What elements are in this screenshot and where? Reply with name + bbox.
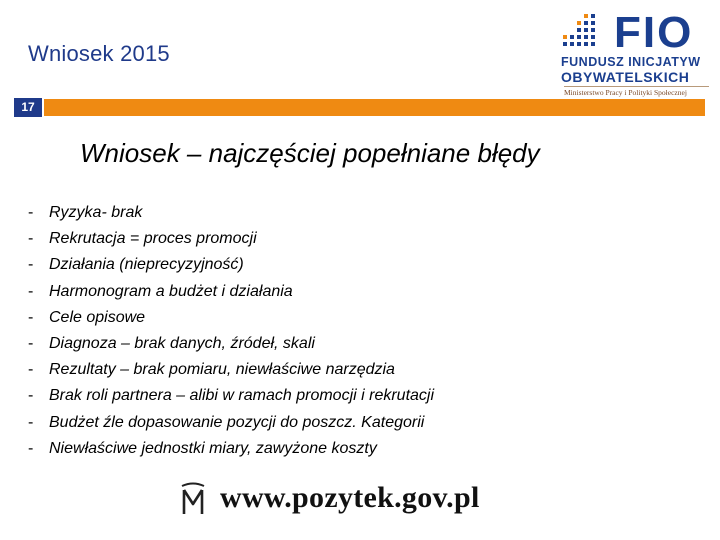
bullet-marker: - bbox=[28, 387, 34, 405]
fio-line-1: FUNDUSZ INICJATYW bbox=[561, 55, 701, 69]
bullet-list bbox=[28, 204, 708, 466]
ministry-caption: Ministerstwo Pracy i Polityki Społecznej bbox=[564, 86, 709, 97]
bullet-marker: - bbox=[28, 230, 34, 248]
bullet-text: Harmonogram a budżet i działania bbox=[49, 282, 293, 300]
bullet-marker: - bbox=[28, 439, 34, 457]
bullet-text: Diagnoza – brak danych, źródeł, skali bbox=[49, 334, 315, 352]
page-title: Wniosek – najczęściej popełniane błędy bbox=[80, 138, 540, 168]
bullet-text: Ryzyka- brak bbox=[49, 204, 143, 221]
list-item bbox=[28, 414, 708, 440]
list-item bbox=[28, 204, 708, 230]
bullet-marker: - bbox=[28, 282, 34, 300]
list-item bbox=[28, 309, 708, 335]
list-item bbox=[28, 283, 708, 309]
fio-letters: FIO bbox=[614, 8, 694, 57]
bullet-text: Rezultaty – brak pomiaru, niewłaściwe narzędzia bbox=[49, 361, 395, 379]
dots-icon bbox=[560, 12, 600, 52]
fio-logo bbox=[558, 10, 708, 96]
bullet-marker: - bbox=[28, 308, 34, 326]
bullet-marker: - bbox=[28, 204, 34, 221]
bullet-text: Rekrutacja = proces promocji bbox=[49, 230, 257, 248]
bullet-text: Niewłaściwe jednostki miary, zawyżone koszty bbox=[49, 439, 377, 457]
list-item bbox=[28, 230, 708, 256]
footer-url bbox=[178, 478, 480, 518]
slide-bar bbox=[44, 99, 705, 116]
list-item bbox=[28, 335, 708, 361]
bullet-marker: - bbox=[28, 361, 34, 379]
list-item bbox=[28, 361, 708, 387]
bullet-text: Cele opisowe bbox=[49, 308, 146, 326]
list-item bbox=[28, 256, 708, 282]
bullet-marker: - bbox=[28, 334, 34, 352]
bullet-marker: - bbox=[28, 413, 34, 431]
footer-url-text[interactable]: www.pozytek.gov.pl bbox=[220, 481, 480, 514]
bullet-text: Działania (nieprecyzyjność) bbox=[49, 256, 244, 274]
bullet-marker: - bbox=[28, 256, 34, 274]
pozytek-logo-icon bbox=[178, 480, 208, 516]
bullet-text: Budżet źle dopasowanie pozycji do poszcz. Kategorii bbox=[49, 413, 425, 431]
fio-line-2: OBYWATELSKICH bbox=[561, 69, 690, 85]
bullet-text: Brak roli partnera – alibi w ramach promocji i rekrutacji bbox=[49, 387, 435, 405]
list-item bbox=[28, 440, 708, 466]
list-item bbox=[28, 387, 708, 413]
header-title: Wniosek 2015 bbox=[28, 41, 170, 66]
slide-number: 17 bbox=[21, 100, 35, 114]
